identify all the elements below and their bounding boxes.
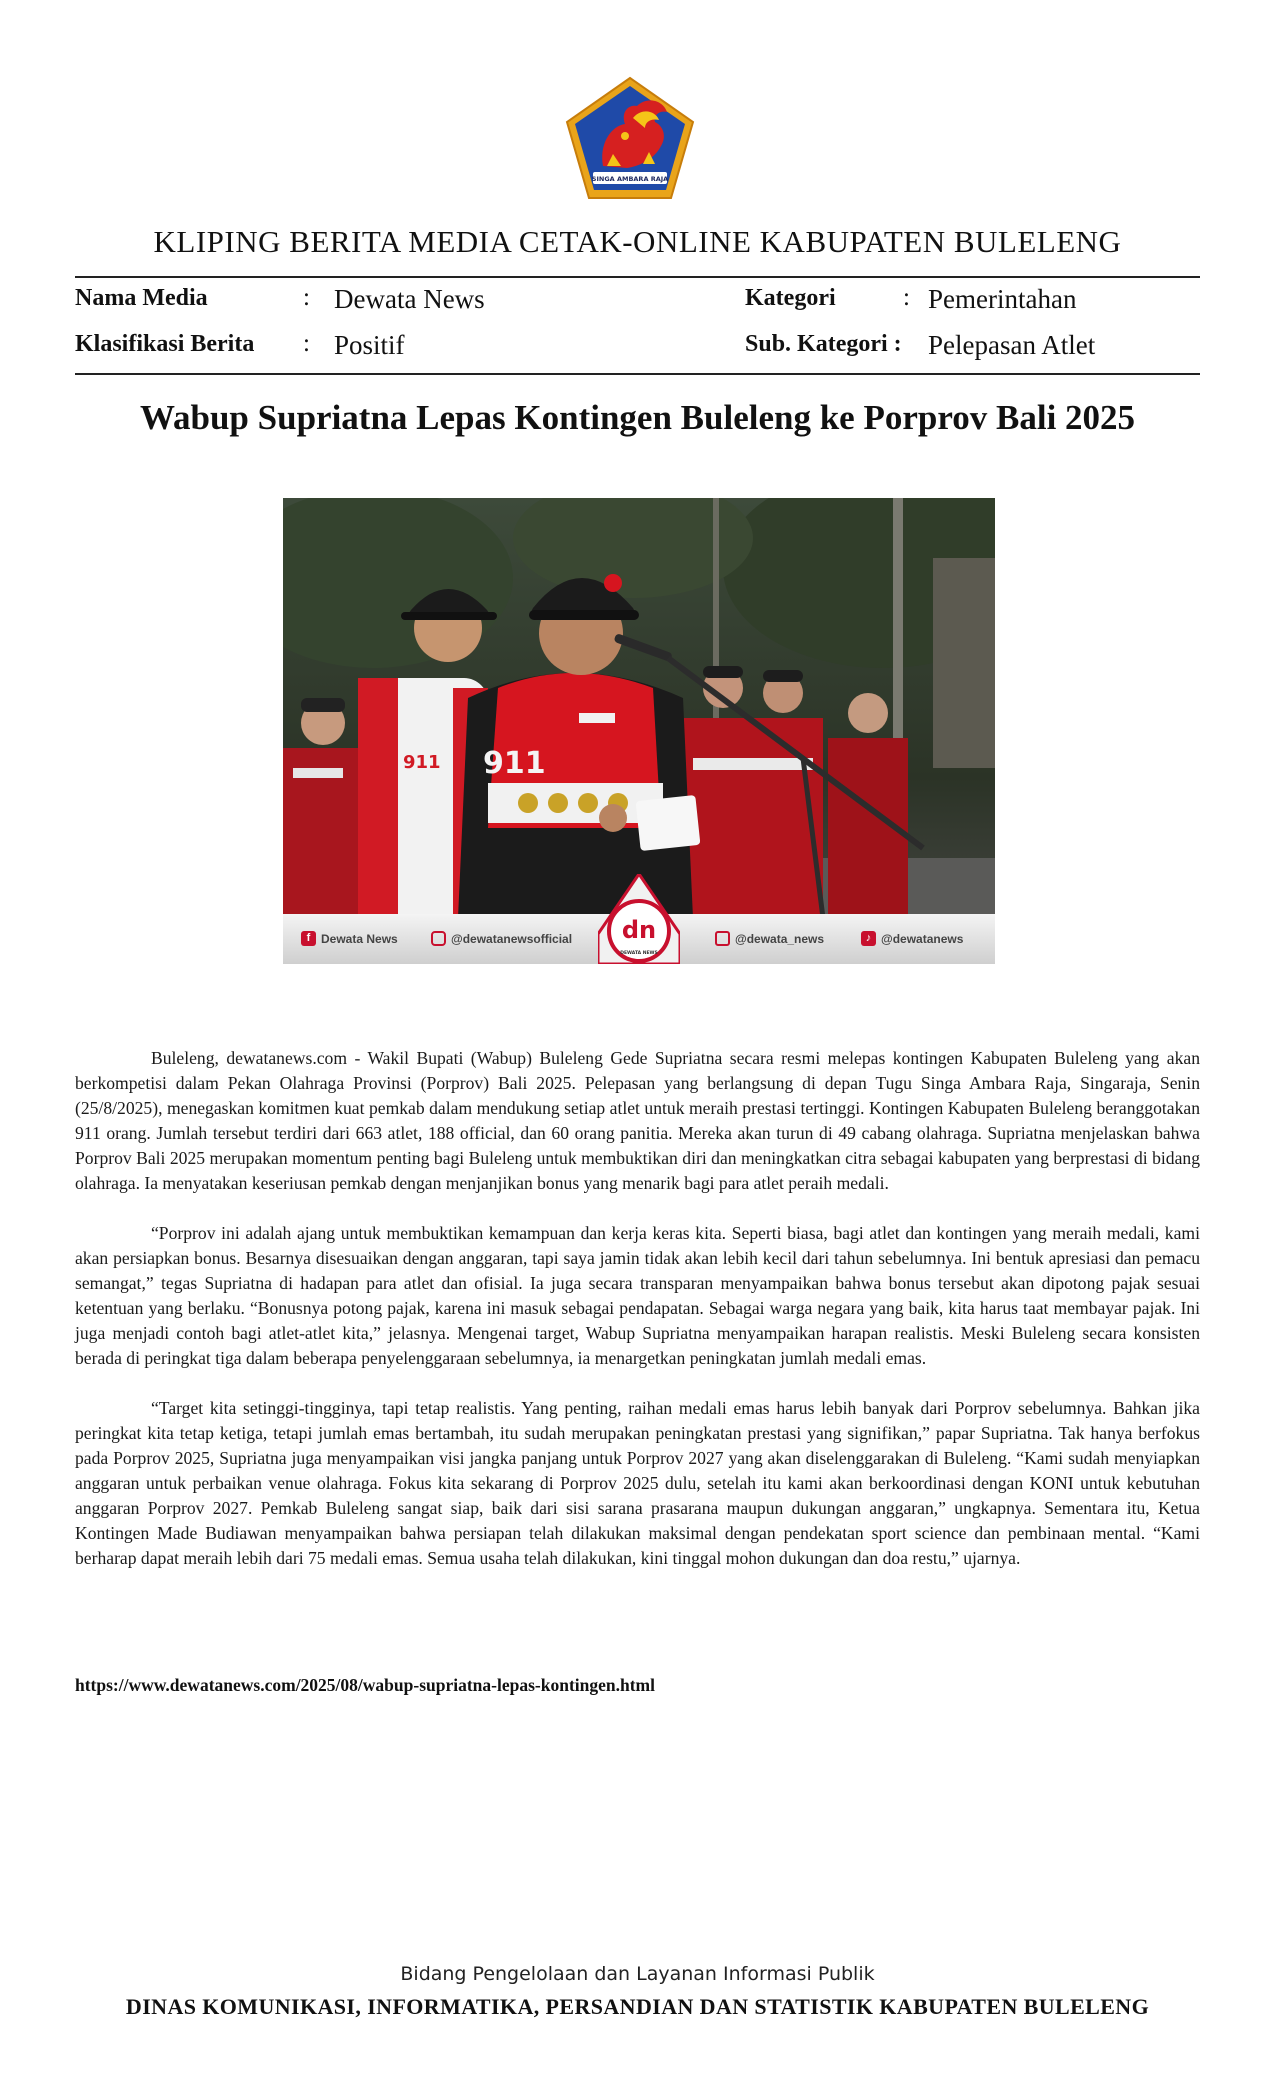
article-headline: Wabup Supriatna Lepas Kontingen Buleleng ke Porprov Bali 2025 bbox=[139, 398, 1136, 437]
klasifikasi-colon: : bbox=[303, 330, 310, 357]
nama-media-colon: : bbox=[303, 284, 310, 311]
klasifikasi-value: Positif bbox=[334, 330, 405, 360]
footer-department: Bidang Pengelolaan dan Layanan Informasi Publik bbox=[400, 1963, 875, 1985]
social-instagram-label: @dewatanewsofficial bbox=[451, 931, 573, 946]
klasifikasi-label: Klasifikasi Berita bbox=[75, 331, 255, 357]
badge-logo-text: dn bbox=[621, 916, 657, 944]
social-instagram bbox=[431, 931, 572, 946]
sub-kategori-label: Sub. Kategori : bbox=[745, 331, 902, 357]
twitter-icon bbox=[715, 931, 730, 946]
kategori-label: Kategori bbox=[745, 285, 836, 311]
header-bottom-rule bbox=[75, 373, 1200, 375]
kategori-colon: : bbox=[903, 284, 910, 311]
instagram-icon bbox=[431, 931, 446, 946]
sub-kategori-value: Pelepasan Atlet bbox=[928, 330, 1096, 360]
kategori-value: Pemerintahan bbox=[928, 284, 1077, 314]
social-twitter bbox=[715, 931, 824, 946]
document-title: KLIPING BERITA MEDIA CETAK-ONLINE KABUPATEN BULELENG bbox=[153, 224, 1122, 259]
nama-media-label: Nama Media bbox=[75, 285, 208, 311]
facebook-icon: f bbox=[301, 931, 316, 946]
social-tiktok bbox=[861, 931, 963, 946]
header-top-rule bbox=[75, 276, 1200, 278]
article-photo bbox=[283, 498, 995, 964]
jersey-number-large: 911 bbox=[483, 746, 546, 781]
article-paragraph: “Porprov ini adalah ajang untuk membuktikan kemampuan dan kerja keras kita. Seperti biasa, bagi atlet dan kontingen yang meraih medali, kami akan persiapkan bonus. Besarnya disesuaikan dengan anggaran, tapi saya jamin tidak akan lebih kecil dari tahun sebelumnya. Ini bentuk apresiasi dan pemacu semangat,” tegas Supriatna di hadapan para atlet dan ofisial. Ia juga secara transparan menyampaikan bahwa bonus tersebut akan dipotong pajak sesuai ketentuan yang berlaku. “Bonusnya potong pajak, karena ini masuk sebagai pendapatan. Sebagai warga negara yang baik, kita harus taat membayar pajak. Ini juga menjadi contoh bagi atlet-atlet kita,” jelasnya. Mengenai target, Wabup Supriatna menyampaikan harapan realistis. Meski Buleleng secara konsisten berada di peringkat tiga dalam beberapa penyelenggaraan sebelumnya, ia menargetkan peningkatan jumlah medali emas. bbox=[75, 1223, 1200, 1368]
social-facebook bbox=[301, 931, 398, 946]
article-paragraph: “Target kita setinggi-tingginya, tapi tetap realistis. Yang penting, raihan medali emas harus lebih banyak dari Porprov sebelumnya. Bahkan jika peringkat kita tetap ketiga, tetapi jumlah emas bertambah, itu sudah merupakan peningkatan prestasi yang signifikan,” papar Supriatna. Tak hanya berfokus pada Porprov 2025, Supriatna juga menyampaikan visi jangka panjang untuk Porprov 2027 yang akan diselenggarakan di Buleleng. “Kami sudah menyiapkan anggaran untuk perbaikan venue olahraga. Fokus kita sekarang di Porprov 2025 dulu, setelah itu kami akan berkoordinasi dengan KONI untuk kebutuhan anggaran Porprov 2027. Pemkab Buleleng sangat siap, baik dari sisi sarana prasarana maupun dukungan anggaran,” ungkapnya. Sementara itu, Ketua Kontingen Made Budiawan menyampaikan bahwa persiapan telah dilakukan maksimal dengan pendekatan sport science dan pembinaan mental. “Kami berharap dapat meraih lebih dari 75 medali emas. Semua usaha telah dilakukan, kini tinggal mohon dukungan dan doa restu,” ujarnya. bbox=[75, 1398, 1200, 1568]
buleleng-emblem-logo bbox=[563, 74, 697, 202]
jersey-number-small: 911 bbox=[403, 752, 441, 773]
article-body bbox=[75, 1046, 1200, 1596]
nama-media-value: Dewata News bbox=[334, 284, 485, 314]
tiktok-icon: ♪ bbox=[861, 931, 876, 946]
photo-social-bar bbox=[283, 914, 995, 964]
badge-sub-text: DEWATA NEWS bbox=[620, 951, 658, 956]
social-tiktok-label: @dewatanews bbox=[881, 931, 964, 946]
logo-ribbon-text: SINGA AMBARA RAJA bbox=[591, 175, 669, 183]
article-paragraph: Buleleng, dewatanews.com - Wakil Bupati (Wabup) Buleleng Gede Supriatna secara resmi melepas kontingen Kabupaten Buleleng yang akan berkompetisi dalam Pekan Olahraga Provinsi (Porprov) Bali 2025. Pelepasan yang berlangsung di depan Tugu Singa Ambara Raja, Singaraja, Senin (25/8/2025), menegaskan komitmen kuat pemkab dalam mendukung setiap atlet untuk meraih prestasi tertinggi. Kontingen Kabupaten Buleleng beranggotakan 911 orang. Jumlah tersebut terdiri dari 663 atlet, 188 official, dan 60 orang panitia. Mereka akan turun di 49 cabang olahraga. Supriatna menjelaskan bahwa Porprov Bali 2025 merupakan momentum penting bagi Buleleng untuk membuktikan diri dan meningkatkan citra sebagai kabupaten yang berprestasi di bidang olahraga. Ia menyatakan keseriusan pemkab dengan menjanjikan bonus yang menarik bagi para atlet peraih medali. bbox=[75, 1048, 1200, 1193]
footer-agency: DINAS KOMUNIKASI, INFORMATIKA, PERSANDIAN DAN STATISTIK KABUPATEN BULELENG bbox=[125, 1994, 1150, 2019]
social-facebook-label: Dewata News bbox=[321, 931, 398, 946]
dewata-news-badge bbox=[598, 874, 680, 964]
social-twitter-label: @dewata_news bbox=[735, 931, 825, 946]
source-url-link[interactable]: https://www.dewatanews.com/2025/08/wabup-supriatna-lepas-kontingen.html bbox=[75, 1675, 655, 1695]
